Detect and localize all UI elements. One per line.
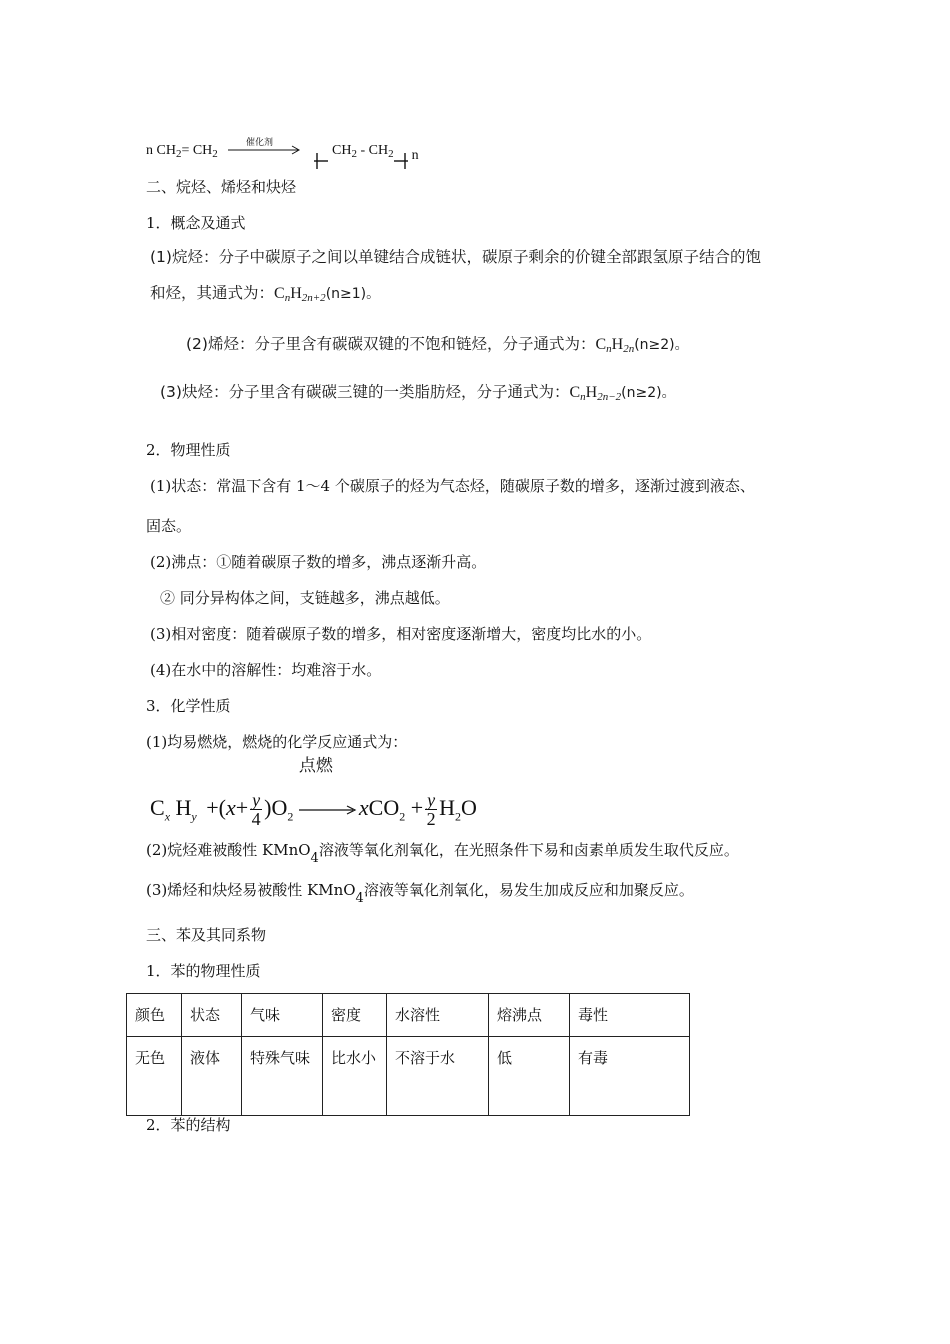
table-header-cell: 毒性 (570, 994, 690, 1037)
polymerization-equation: n $CH_2= CH_2$ (146, 143, 218, 160)
ignite-condition: 点燃 (298, 756, 333, 776)
arrow-icon (299, 803, 357, 817)
table-header-cell: 气味 (242, 994, 323, 1037)
polymer-n: n (411, 148, 419, 163)
phys-solubility: (4)在水中的溶解性：均难溶于水。 (150, 661, 382, 679)
table-header-cell: 密度 (323, 994, 387, 1037)
table-cell: 比水小 (323, 1037, 387, 1116)
alkane-definition-line2: 和烃，其通式为：$C_nH_{2n+2}(n\ge 1)$。 (150, 284, 381, 304)
phys-boiling-line1: (2)沸点：①随着碳原子数的增多，沸点逐渐升高。 (150, 553, 487, 571)
alkene-definition: (2)烯烃：分子里含有碳碳双键的不饱和链烃，分子通式为：$C_nH_{2n}(n\ge 2)$。 (186, 335, 689, 355)
fraction-y-over-2: $\frac{y}{2}$ (426, 790, 436, 830)
phys-density: (3)相对密度：随着碳原子数的增多，相对密度逐渐增大，密度均比水的小。 (150, 625, 652, 643)
phys-state-line1: (1)状态：常温下含有 1～4 个碳原子的烃为气态烃，随碳原子数的增多，逐渐过渡到液态、 (150, 477, 755, 495)
arrow-icon (228, 137, 302, 159)
phys-boiling-line2: ② 同分异构体之间，支链越多，沸点越低。 (160, 589, 450, 607)
alkane-definition-line1: (1)烷烃：分子中碳原子之间以单键结合成链状，碳原子剩余的价键全部跟氢原子结合的饱 (150, 248, 761, 266)
benzene-properties-table (126, 993, 690, 1116)
table-row (127, 1037, 690, 1116)
table-header-cell: 状态 (182, 994, 242, 1037)
table-cell: 特殊气味 (242, 1037, 323, 1116)
table-header-cell: 水溶性 (387, 994, 489, 1037)
ignite-arrow (298, 756, 359, 838)
subheading-benzene-structure: 2．苯的结构 (146, 1116, 231, 1134)
alkane-formula: $C_nH_{2n+2}$ (274, 285, 326, 304)
table-header-cell: 熔沸点 (489, 994, 570, 1037)
subheading-chemical: 3．化学性质 (146, 697, 231, 715)
chem-alkane-oxidation: (2)烷烃难被酸性 KMnO4溶液等氧化剂氧化，在光照条件下易和卤素单质发生取代反应。 (146, 841, 739, 866)
alkene-formula: $C_nH_{2n}$ (595, 336, 635, 355)
subheading-physical: 2．物理性质 (146, 441, 231, 459)
reactant: n CH (146, 143, 176, 158)
subheading-benzene-physical: 1．苯的物理性质 (146, 962, 261, 980)
section-2-heading: 二、烷烃、烯烃和炔烃 (146, 178, 297, 196)
table-cell: 低 (489, 1037, 570, 1116)
chem-alkene-oxidation: (3)烯烃和炔烃易被酸性 KMnO4溶液等氧化剂氧化，易发生加成反应和加聚反应。 (146, 881, 694, 906)
table-cell: 无色 (127, 1037, 182, 1116)
alkyne-formula: $C_nH_{2n-2}$ (569, 384, 622, 403)
catalyst-label: 催化剂 (246, 138, 274, 148)
polymer-product: $CH_2 - CH_2$ n (332, 143, 419, 163)
table-cell: 有毒 (570, 1037, 690, 1116)
phys-state-line2: 固态。 (146, 517, 192, 535)
table-header-row (127, 994, 690, 1037)
table-cell: 不溶于水 (387, 1037, 489, 1116)
table-header-cell: 颜色 (127, 994, 182, 1037)
combustion-equation: $C_x$ $H_y +(x+$ $\frac{y}{4}$ )$O_2$ 点燃 xCO$_2$ + $\frac{y}{2}$ $H_2O$ (150, 778, 477, 838)
subheading-concept: 1．概念及通式 (146, 214, 246, 232)
section-3-heading: 三、苯及其同系物 (146, 926, 267, 944)
alkyne-definition: (3)炔烃：分子里含有碳碳三键的一类脂肪烃，分子通式为：$C_nH_{2n-2}(n\ge 2)$。 (160, 383, 676, 403)
catalyst-arrow (228, 137, 302, 159)
chem-combustion-text: (1)均易燃烧，燃烧的化学反应通式为： (146, 733, 408, 751)
fraction-y-over-4: $\frac{y}{4}$ (251, 790, 261, 830)
table-cell: 液体 (182, 1037, 242, 1116)
